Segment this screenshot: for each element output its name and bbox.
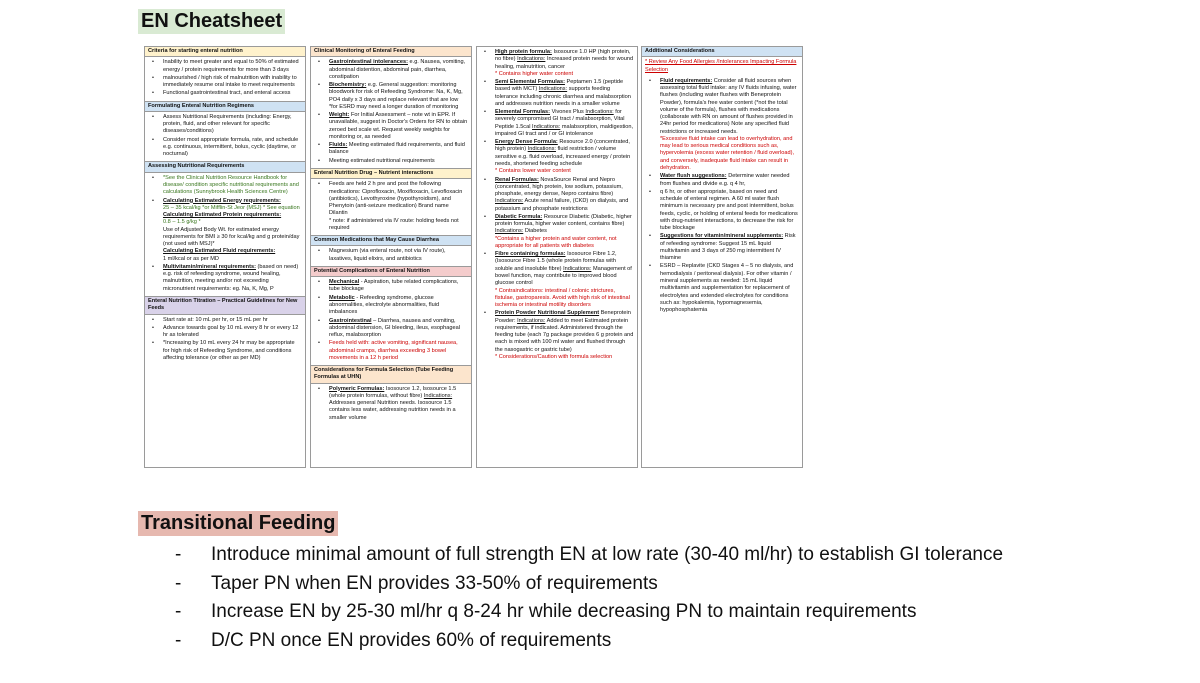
item-label: Calculating Estimated Fluid requirements:	[163, 248, 276, 255]
list-item	[314, 142, 468, 157]
item-text: Isosource 1.0 HP (high protein, no fibre)	[495, 49, 631, 63]
en-cheatsheet-title: EN Cheatsheet	[138, 9, 285, 34]
item-text: Risk of refeeding syndrome: Suggest 15 mL liquid multivitamin and 3 days of 250 mg intermittent IV thiamine	[660, 233, 796, 262]
list-item	[314, 279, 468, 294]
list-item	[480, 49, 634, 78]
list-item	[148, 175, 302, 197]
item-text: Resource 2.0 (concentrated, high protein)	[495, 139, 630, 153]
item-text: - Aspiration, tube related complications, tube blockage	[329, 279, 459, 293]
section-heading: Criteria for starting enteral nutrition	[145, 47, 305, 57]
list-item	[148, 59, 302, 74]
list-item	[314, 318, 468, 340]
list-item	[645, 78, 799, 172]
transitional-item: - Increase EN by 25-30 ml/hr q 8-24 hr while decreasing PN to maintain requirements	[170, 598, 1050, 627]
item-text: Beneprotein Powder:	[495, 310, 631, 324]
item-warning: *Excessive fluid intake can lead to overhydration, and may lead to serious medical conditions such as, hypervolemia (excess water retention / fluid overload), and conversely, inadequate fluid intake can result in dehydration.	[660, 135, 795, 171]
item-text: For Initial Assessment – note wt in EPR. If unavailable, suggest in Doctor's Orders for RN to obtain zeroed bed scale wt. Request weekly weights for monitoring or, as needed	[329, 112, 468, 140]
item-label: Calculating Estimated Energy requirements:	[163, 197, 281, 204]
item-label: Polymeric Formulas:	[329, 385, 385, 392]
item-text: Determine water needed from flushes and divide e.g. q 4 hr,	[660, 173, 790, 187]
item-label: Biochemistry:	[329, 82, 367, 89]
item-text: 1 ml/kcal or as per MD	[163, 255, 219, 262]
item-label: Calculating Estimated Protein requirements:	[163, 212, 282, 219]
list-item	[314, 295, 468, 317]
list-item	[314, 158, 468, 165]
section-list	[311, 179, 471, 235]
section-heading: Formulating Enteral Nutrition Regimens	[145, 101, 305, 112]
list-item	[148, 137, 302, 159]
item-label: Indications:	[585, 109, 614, 116]
item-highlight: 25 – 35 kcal/kg *or Mifflin-St Jeor (MSJ) * See equation	[163, 204, 300, 211]
item-text: Isosource 1.2, Isosource 1.5 (whole protein formulas, without fibre)	[329, 385, 457, 399]
item-text: Meeting estimated nutritional requirements	[329, 157, 435, 164]
section-list	[145, 112, 305, 162]
item-label: Fluid requirements:	[660, 77, 713, 84]
list-item	[148, 325, 302, 340]
section-heading: Enteral Nutrition Titration – Practical Guidelines for New Feeds	[145, 296, 305, 315]
item-label: Indications:	[538, 86, 568, 93]
list-item	[148, 198, 302, 263]
list-item	[148, 340, 302, 362]
item-label: Multivitamin/mineral requirements:	[163, 263, 256, 270]
item-text: NovaSource Renal and Nepro (concentrated, high protein, low sodium, potassium, phosphate, energy dense, Nepro contains fibre)	[495, 176, 623, 198]
item-label: Fibre containing formulas:	[495, 251, 566, 258]
list-item	[148, 317, 302, 324]
item-text: Advance towards goal by 10 mL every 8 hr or every 12 hr as tolerated	[163, 324, 299, 339]
item-text: *See the Clinical Nutrition Resource Handbook for disease/ condition specific nutritional requirements and calculations (Sunnybrook Health Sciences Centre)	[163, 174, 299, 196]
list-item	[314, 59, 468, 81]
item-label: Indications:	[527, 146, 556, 153]
item-label: Indications:	[423, 392, 453, 399]
section-heading: Additional Considerations	[642, 47, 802, 57]
section-heading: Assessing Nutritional Requirements	[145, 161, 305, 172]
warning-note: * Review Any Food Allergies /Intolerances Impacting Formula Selection	[645, 59, 797, 73]
transitional-feeding-list	[170, 541, 1050, 655]
section-heading: Potential Complications of Enteral Nutrition	[311, 266, 471, 277]
item-text: Peptamen 1.5 (peptide based with MCT)	[495, 79, 624, 93]
item-warning: * Contains lower water content	[495, 168, 571, 175]
item-label: Gastrointestinal	[329, 317, 372, 324]
item-text: Added to meet Estimated protein requirements, if indicated. Administered through the feeding tube (each 7g package provides 6 g protein and each is mixed with 100 ml water and flushed through the nasogastric or gastric tube)	[495, 317, 634, 353]
item-text: (based on need) e.g. risk of refeeding syndrome, wound healing, malnutrition, meeting and/or not exceeding micronutrient requirements: eg. Na, K, Mg, P	[163, 263, 299, 292]
list-item	[480, 251, 634, 309]
list-item	[314, 82, 468, 111]
section-list	[477, 47, 637, 364]
section-list	[642, 76, 802, 318]
item-text: Inability to meet greater and equal to 50% of estimated energy / protein requirements for more than 3 days	[163, 59, 299, 73]
list-item	[148, 114, 302, 136]
item-text: *Increasing by 10 mL every 24 hr may be appropriate for high risk of Refeeding Syndrome, and conditions affecting tolerance (or other as per MD)	[163, 340, 295, 361]
item-label: Indications:	[495, 228, 524, 235]
list-item	[480, 214, 634, 250]
item-text: for severely compromised GI tract / malabsorption, Vital Peptide 1.5cal	[495, 109, 625, 130]
item-label: Indications:	[563, 265, 592, 272]
item-label: Metabolic	[329, 294, 355, 301]
section-list	[145, 173, 305, 296]
list-item	[480, 177, 634, 213]
item-label: Semi Elemental Formulas:	[495, 79, 565, 86]
section-list	[311, 277, 471, 365]
cheatsheet-column-3	[476, 46, 638, 468]
item-label: Elemental Formulas:	[495, 109, 551, 116]
item-text: Consider all fluid sources when assessing total fluid intake: any IV fluids infusing, water flushes (including water flushes with Beneprotein Powder), formula's free water content (*not the total volume of the formula), flushes with medications (collaborate with RN on amount of flushes provided in 24hr period for medications) Note any specified fluid restrictions or increased needs.	[660, 77, 797, 135]
list-item	[480, 79, 634, 108]
list-item	[148, 90, 302, 97]
item-text: Resource Diabetic (Diabetic, higher protein formula, higher water content, contains fibre)	[495, 213, 632, 228]
item-label: High protein formula:	[495, 49, 552, 55]
list-item	[314, 112, 468, 141]
transitional-item: - D/C PN once EN provides 60% of requirements	[170, 627, 1050, 656]
item-label: Fluids:	[329, 142, 348, 149]
list-item	[314, 340, 468, 362]
list-item	[148, 264, 302, 293]
list-item	[480, 310, 634, 361]
item-text: q 6 hr, or other appropriate, based on need and schedule of enteral regimen. A 60 ml water flush minimum is necessary pre and post intermittent, bolus feeds, cyclic, or holding of enteral feeds for medications with drug-nutrient interactions, to decrease the risk for tube blockage	[660, 188, 798, 232]
section-list	[145, 315, 305, 366]
item-warning: *Contains a higher protein and water content, not appropriate for all patients with diabetes	[495, 235, 617, 249]
section-heading: Considerations for Formula Selection (Tube Feeding Formulas at UHN)	[311, 365, 471, 384]
item-text: Diabetes	[524, 228, 547, 235]
list-item	[480, 139, 634, 175]
item-text: Consider most appropriate formula, rate, and schedule e.g. continuous, intermittent, bolus, cyclic (daytime, or nocturnal)	[163, 136, 299, 158]
list-item	[148, 75, 302, 90]
item-text: fluid restriction / volume sensitive e.g. fluid overload, increased energy / protein needs, shortened feeding schedule	[495, 146, 631, 167]
item-label: Mechanical	[329, 279, 360, 286]
item-text: Assess Nutritional Requirements (including: Energy, protein, fluid, and other relevant for specific diseases/conditions)	[163, 113, 292, 135]
transitional-item: - Introduce minimal amount of full strength EN at low rate (30-40 ml/hr) to establish GI tolerance	[170, 541, 1050, 570]
section-list	[311, 384, 471, 425]
cheatsheet-column-2	[310, 46, 472, 468]
item-label: Protein Powder Nutritional Supplement	[495, 310, 600, 317]
item-text: Feeds are held 2 h pre and post the following medications: Ciprofloxacin, Moxifloxacin, Levofloxacin (antibiotics), Levothyroxine (hypothyroidism), and Phenytoin (anti-seizure medication) Brand name Dilantin	[329, 181, 463, 217]
list-item	[314, 181, 468, 232]
list-item	[314, 248, 468, 263]
item-warning: Feeds held with: active vomiting, significant nausea, abdominal cramps, diarrhea exceeding 3 bowel movements in a 12 h period	[329, 340, 458, 361]
item-label: Indications:	[517, 317, 546, 324]
item-warning: * Contains higher water content	[495, 70, 574, 77]
item-text: Use of Adjusted Body Wt. for estimated energy requirements for BMI ≥ 30 for kcal/kg and g protein/day (not used with MSJ)*	[163, 226, 300, 248]
item-highlight: 0.8 – 1.5 g/kg *	[163, 219, 201, 226]
item-text: e.g. Nausea, vomiting, abdominal distention, abdominal pain, diarrhea, constipation	[329, 59, 466, 80]
item-label: Weight:	[329, 112, 350, 119]
item-text: Addresses general Nutrition needs. Isosource 1.5 contains less water, addressing nutrition needs in a smaller volume	[329, 400, 456, 421]
section-list	[311, 57, 471, 168]
item-text: Magnesium (via enteral route, not via IV route), laxatives, liquid elixirs, and antibiotics	[329, 248, 446, 262]
item-text: – Diarrhea, nausea and vomiting, abdominal distension, GI bleeding, ileus, esophageal reflux, malabsorption	[329, 317, 460, 339]
item-text: - Refeeding syndrome, glucose abnormalities, electrolyte abnormalities, fluid imbalances	[329, 294, 440, 316]
item-label: Diabetic Formula:	[495, 213, 543, 220]
item-label: Renal Formulas:	[495, 176, 539, 183]
list-item	[314, 386, 468, 422]
item-warning: * Considerations/Caution with formula selection	[495, 353, 613, 360]
item-label: Indications:	[517, 56, 546, 63]
item-label: Indications:	[495, 198, 524, 205]
item-text: Meeting estimated fluid requirements, and fluid balance	[329, 142, 465, 156]
item-text: e.g. General suggestion: monitoring bloodwork for risk of Refeeding Syndrome: Na, K, Mg, PO4 daily x 3 days and replace relevant that are low *for ESRD may need a longer duration of monitoring	[329, 82, 463, 110]
item-label: Energy Dense Formula:	[495, 139, 558, 146]
item-warning: * Contraindications: intestinal / colonic strictures, fistulae, gastroparesis. Avoid with high risk of intestinal ischemia or intestinal motility disorders	[495, 287, 630, 309]
section-list	[145, 57, 305, 100]
cheatsheet-column-4	[641, 46, 803, 468]
item-text: Vivonex Plus	[551, 109, 584, 116]
item-label: Suggestions for vitamin/mineral supplements:	[660, 233, 784, 240]
list-item	[645, 173, 799, 188]
item-label: Gastrointestinal intolerances:	[329, 59, 408, 66]
item-text: ESRD – Replavite (CKD Stages 4 – 5 no dialysis, and hemodialysis / peritoneal dialysis). For other vitamin / mineral supplements as needed: 15 mL liquid multivitamin and supplementation for replacement of electrolytes and extended electrolytes for conditions such as: hypokalemia, hypomagnesemia, hypophosphatemia	[660, 263, 794, 314]
list-item	[480, 109, 634, 138]
item-text: Increased protein needs for wound healing, malnutrition, cancer	[495, 56, 634, 70]
list-item	[645, 263, 799, 314]
transitional-item: - Taper PN when EN provides 33-50% of requirements	[170, 570, 1050, 599]
section-list	[311, 246, 471, 266]
item-text: supports feeding tolerance including chronic diarrhea and malabsorption and addresses nutrition needs in a smaller volume	[495, 86, 631, 107]
item-text: Isosource Fibre 1.2, (Isosource Fibre 1.5 (whole protein formulas with soluble and insoluble fibre)	[495, 251, 617, 272]
item-text: Functional gastrointestinal tract, and enteral access	[163, 90, 291, 97]
item-label: Water flush suggestions:	[660, 173, 727, 180]
list-item	[645, 189, 799, 233]
item-text: Acute renal failure, (CKD) on dialysis, and potassium and phosphate restrictions	[495, 198, 629, 212]
item-text: malabsorption, maldigestion, impaired GI tract and / or GI intolerance	[495, 123, 634, 137]
item-text: Start rate at: 10 mL per hr, or 15 mL per hr	[163, 316, 268, 323]
list-item	[645, 233, 799, 262]
item-note: * note: if administered via IV route: holding feeds not required	[329, 217, 459, 231]
cheatsheet-column-1	[144, 46, 306, 468]
section-heading: Enteral Nutrition Drug – Nutrient interactions	[311, 168, 471, 179]
item-label: Indications:	[532, 123, 561, 130]
item-text: Management of bowel function, may contribute to improved blood glucose control	[495, 265, 632, 287]
section-heading: Clinical Monitoring of Enteral Feeding	[311, 47, 471, 57]
item-text: malnourished / high risk of malnutrition with inability to immediately resume oral intake to meet requirements	[163, 74, 297, 89]
transitional-feeding-title: Transitional Feeding	[138, 511, 338, 536]
section-heading: Common Medications that May Cause Diarrhea	[311, 235, 471, 246]
